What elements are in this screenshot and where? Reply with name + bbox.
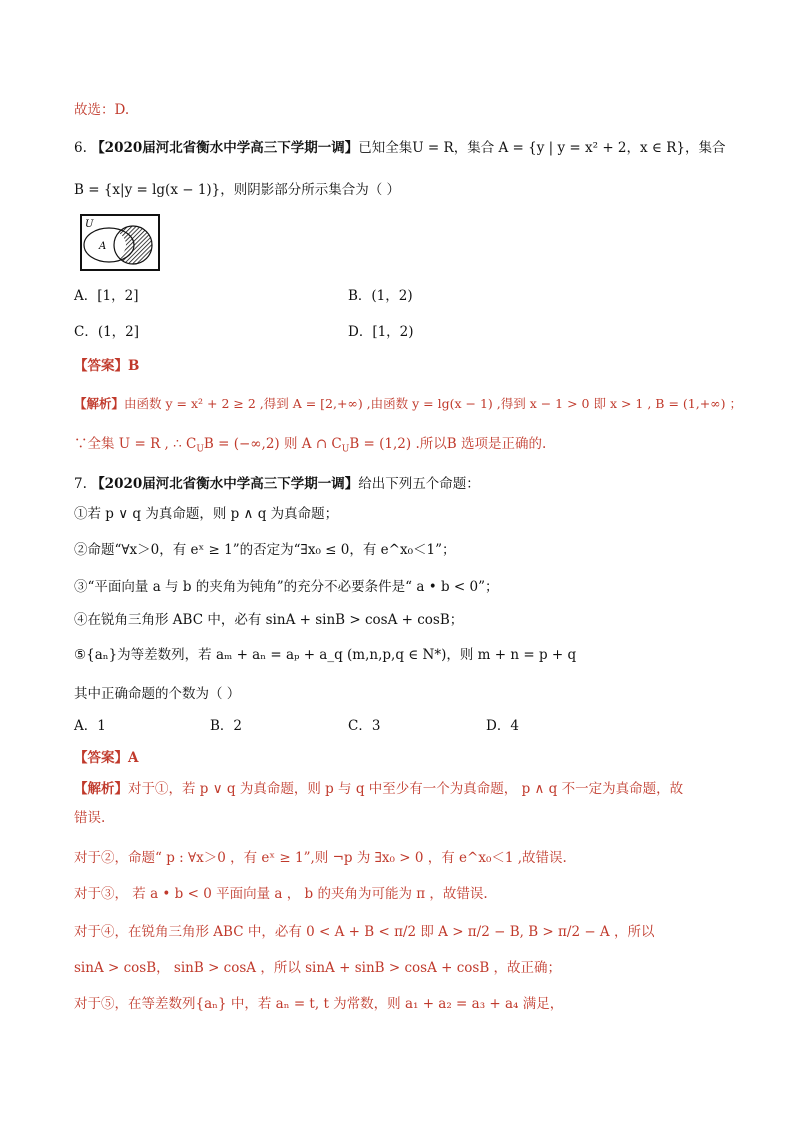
q7-option-a: A．1 [74,718,106,734]
venn-label-u: U [85,219,94,230]
q7-answer: 【答案】A [74,750,139,766]
q6-stem-line1 [74,138,725,158]
q7-explanation-4b: sinA > cosB， sinB > cosA ，所以 sinA + sinB > cosA + cosB ，故正确； [74,960,562,976]
q7-explanation-5: 对于⑤，在等差数列{aₙ} 中，若 aₙ = t, t 为常数，则 a₁ + a₂ = a₃ + a₄ 满足， [74,996,564,1012]
q6-option-c: C．(1，2] [74,324,140,340]
q7-option-b: B．2 [210,718,243,734]
q7-explanation-1: 【解析】对于①，若 p ∨ q 为真命题，则 p 与 q 中至少有一个为真命题， p ∧ q 不一定为真命题，故 [74,781,684,797]
q7-proposition-5: ⑤{aₙ}为等差数列，若 aₘ + aₙ = aₚ + a_q (m,n,p,q ∈ N*)，则 m + n = p + q [74,647,577,663]
q6-option-b: B．(1，2) [348,288,413,304]
venn-label-a: A [99,241,107,252]
q7-explanation-2: 对于②，命题“ p : ∀x＞0 ，有 eˣ ≥ 1”,则 ¬p 为 ∃x₀ > 0 ，有 e^x₀＜1 ,故错误. [74,850,567,866]
q7-explanation-3: 对于③， 若 a • b < 0 平面向量 a ， b 的夹角为可能为 π ，故错误. [74,886,488,902]
q6-source: 【2020届河北省衡水中学高三下学期一调】 [91,140,359,156]
q6-option-a: A．[1，2] [74,288,139,304]
q7-explanation-4: 对于④，在锐角三角形 ABC 中，必有 0 < A + B < π/2 即 A > π/2 − B, B > π/2 − A ，所以 [74,924,655,940]
q6-option-d: D．[1，2) [348,324,414,340]
prev-answer-line: 故选：D. [74,102,130,118]
q7-option-c: C．3 [348,718,381,734]
q7-explanation-1b: 错误. [74,810,106,826]
q6-number: 6. [74,140,87,156]
q7-stem: 7. 【2020届河北省衡水中学高三下学期一调】给出下列五个命题： [74,476,480,492]
q6-explanation-2: ∵全集 U = R , ∴ $C_UB = (-\infty,2)$ 则 A ∩ $C_UB = (1,2)$ .所以B 选项是正确的. [74,436,547,455]
q7-proposition-1: ①若 p ∨ q 为真命题，则 p ∧ q 为真命题； [74,506,339,522]
q7-option-d: D．4 [486,718,519,734]
venn-diagram [80,214,160,271]
q6-stem-line2: B = {x|y = lg(x − 1)}，则阴影部分所示集合为（ ） [74,182,401,198]
q7-proposition-3: ③“平面向量 a 与 b 的夹角为钝角”的充分不必要条件是“ a • b < 0”； [74,579,499,595]
q7-question: 其中正确命题的个数为（ ） [74,686,241,702]
q7-proposition-2: ②命题“∀x＞0，有 eˣ ≥ 1”的否定为“∃x₀ ≤ 0，有 e^x₀＜1”； [74,542,456,558]
q6-explanation-1: 【解析】由函数 y = x² + 2 ≥ 2 ,得到 A = [2,+∞) ,由函数 y = lg(x − 1) ,得到 x − 1 > 0 即 x > 1 , B = (1,+∞) ； [74,396,742,411]
q7-proposition-4: ④在锐角三角形 ABC 中，必有 sinA + sinB > cosA + cosB； [74,612,464,628]
q6-answer: 【答案】B [74,358,140,374]
q6-text-a: 已知全集U = R，集合 A = {y | y = x² + 2，x ∈ R}，集合 [358,140,726,156]
